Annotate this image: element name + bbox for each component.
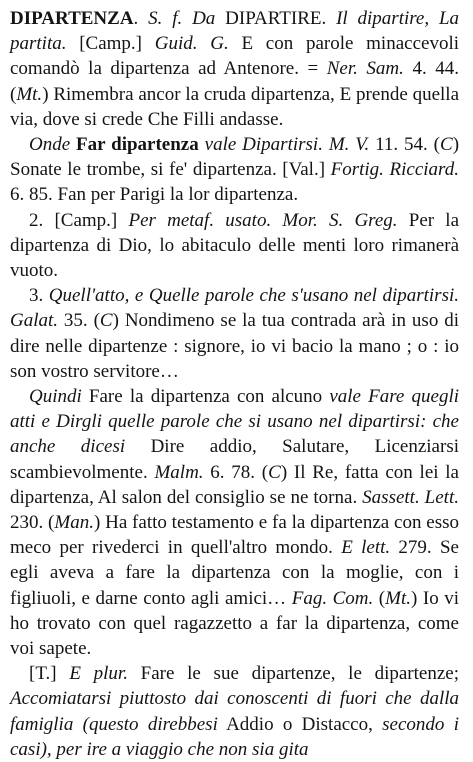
entry-text: ) Sonate le trombe, si fe' dipartenza. [Val.] <box>10 134 460 181</box>
entry-text: Dire addio, Salutare, Licenziarsi scambievolmente. <box>10 436 459 483</box>
entry-italic-text: Fortig. Ricciard. <box>330 159 459 181</box>
entry-text: 35. ( <box>58 310 100 332</box>
entry-paragraph <box>10 661 459 762</box>
entry-text: ) Il Re, fatta con lei la dipartenza, Al salon del consiglio se ne torna. <box>10 461 459 508</box>
entry-text: . <box>133 8 149 29</box>
entry-paragraph <box>10 6 459 132</box>
entry-text: Addio o Distacco, <box>217 713 383 735</box>
entry-italic-text: Accomiatarsi piuttosto dai conoscenti di fuori che dalla famiglia (questo direbbesi <box>10 688 459 735</box>
entry-text: 230. ( <box>10 512 55 534</box>
entry-text: 279. Se egli aveva a fare la dipartenza con la moglie, con i figliuoli, e darne conto agli amici… <box>10 537 459 609</box>
entry-italic-text: Fare quegli atti e Dirgli quelle parole che si usano nel dipartirsi: che anche dicesi <box>10 386 459 458</box>
entry-text: [Camp.] <box>66 33 155 55</box>
entry-italic-text: Man. <box>54 512 94 534</box>
entry-text: ) Nondimeno se la tua contrada arà in uso di dire nelle dipartenze : signore, io vi bacio la mano ; o : io son vostro servitore… <box>10 310 460 382</box>
entry-text: E con parole minaccevoli comandò la dipartenza ad Antenore. = <box>10 33 460 80</box>
entry-italic-text: Sassett. Lett. <box>362 486 459 508</box>
entry-italic-text: Ner. Sam. <box>326 58 404 80</box>
entry-text: ) Io vi ho trovato con quel ragazzetto a far la dipartenza, come voi sapete. <box>10 587 460 660</box>
entry-italic-text: C <box>99 310 113 332</box>
entry-text: . <box>321 8 337 29</box>
entry-text: 11. 54. ( <box>369 134 440 156</box>
entry-text: 3. <box>29 285 49 307</box>
entry-text: ) Ha fatto testamento e fa la dipartenza con esso meco per rivederci in quell'altro mondo. <box>10 512 459 559</box>
entry-text: DIPARTIRE <box>225 8 322 29</box>
entry-text: 6. 85. Fan per Parigi la lor dipartenza. <box>10 184 299 206</box>
entry-italic-text: secondo i casi), per ire a viaggio che non sia gita <box>10 713 459 760</box>
entry-italic-text: E plur. <box>69 663 128 685</box>
entry-text: Fare le sue dipartenze, le dipartenze; <box>127 663 459 685</box>
entry-italic-text: Fag. Com. <box>291 587 374 609</box>
entry-italic-text: E lett. <box>341 537 391 559</box>
entry-italic-text: S. f. Da <box>148 8 226 29</box>
entry-text: Per la dipartenza di Dio, lo abitaculo delle menti loro rimanerà vuoto. <box>10 209 460 282</box>
entry-italic-text: Malm. <box>154 461 204 483</box>
entry-italic-text: Mt. <box>16 83 43 105</box>
entry-paragraph <box>10 384 459 661</box>
entry-italic-text: Guid. G. <box>154 33 229 55</box>
entry-bold-text: DIPARTENZA <box>10 8 134 29</box>
entry-text: 2. [Camp.] <box>29 209 129 231</box>
entry-text: ) Rimembra ancor la cruda dipartenza, E prende quella via, dove si crede Che Filli andasse. <box>10 83 459 130</box>
entry-italic-text: vale Dipartirsi. M. V. <box>198 134 370 156</box>
entry-italic-text: Per metaf. usato. Mor. S. Greg. <box>128 209 398 231</box>
dictionary-entry-dipartenza <box>10 6 459 762</box>
entry-paragraph <box>10 208 459 284</box>
entry-italic-text: vale <box>329 386 361 408</box>
entry-italic-text: Quindi <box>29 386 82 408</box>
entry-italic-text: Onde <box>29 134 77 156</box>
entry-italic-text: C <box>440 134 453 156</box>
entry-text: Fare la dipartenza con alcuno <box>81 386 330 408</box>
entry-italic-text: C <box>268 461 281 483</box>
entry-text: [T.] <box>29 663 70 685</box>
entry-italic-text: Mt. <box>385 587 411 609</box>
entry-bold-text: Far dipartenza <box>76 134 199 156</box>
entry-paragraph <box>10 132 459 208</box>
entry-paragraph <box>10 283 459 384</box>
entry-text: 4. 44. ( <box>10 58 459 105</box>
entry-text: 6. 78. ( <box>203 461 269 483</box>
entry-text: ( <box>373 587 386 609</box>
entry-italic-text: Quell'atto, e Quelle parole che s'usano nel dipartirsi. Galat. <box>10 285 459 332</box>
entry-italic-text: Il dipartire, La partita. <box>10 8 460 55</box>
